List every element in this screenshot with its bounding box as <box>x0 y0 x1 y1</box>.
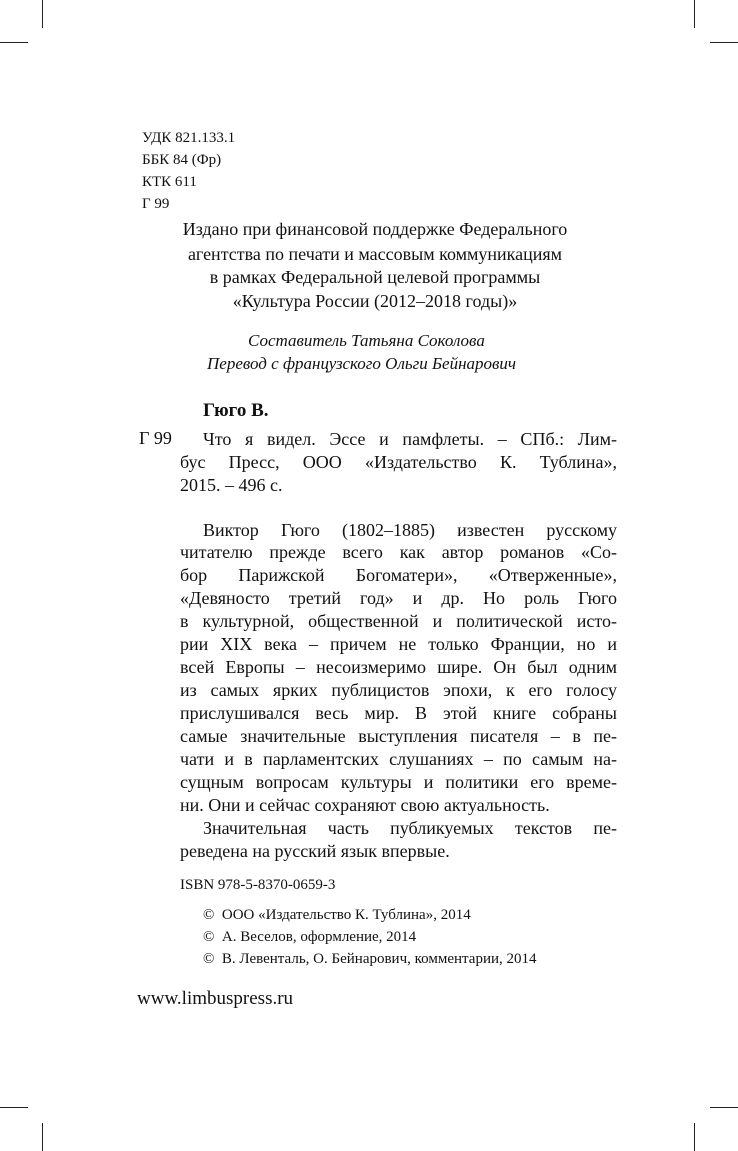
funding-line: «Культура России (2012–2018 годы)» <box>232 291 518 311</box>
annotation-line: реведена на русский язык впервые. <box>180 841 450 861</box>
funding-line: агентства по печати и массовым коммуникациям <box>187 244 563 264</box>
compiler-credit: Составитель Татьяна Соколова <box>248 331 485 350</box>
shelf-code: Г 99 <box>139 428 172 448</box>
annotation-line: Значительная часть публикуемых текстов пе- <box>203 818 617 838</box>
crop-mark <box>710 42 738 43</box>
bibliographic-line: Что я видел. Эссе и памфлеты. – СПб.: Лим- <box>203 429 617 449</box>
annotation-line: «Девяносто третий год» и др. Но роль Гюго <box>180 588 617 608</box>
crop-mark <box>0 42 28 43</box>
funding-line: в рамках Федеральной целевой программы <box>209 267 541 287</box>
annotation-line: всей Европы – несоизмеримо шире. Он был одним <box>180 657 617 677</box>
annotation-line: рии XIX века – причем не только Франции, но и <box>180 634 617 654</box>
isbn: ISBN 978-5-8370-0659-3 <box>180 877 336 893</box>
crop-mark <box>42 0 43 28</box>
udc-code: УДК 821.133.1 <box>142 130 236 146</box>
copyright-line: © В. Левенталь, О. Бейнарович, комментарии, 2014 <box>203 951 537 967</box>
funding-line: Издано при финансовой поддержке Федерального <box>182 219 568 239</box>
crop-mark <box>42 1123 43 1151</box>
annotation-line: прислушивался весь мир. В этой книге собраны <box>180 703 617 723</box>
annotation-line: ни. Они и сейчас сохраняют свою актуальность. <box>180 795 550 815</box>
author-mark: Г 99 <box>142 196 170 212</box>
crop-mark <box>710 1107 738 1108</box>
translator-credit: Перевод с французского Ольги Бейнарович <box>207 354 516 373</box>
annotation-line: бор Парижской Богоматери», «Отверженные», <box>180 565 617 585</box>
annotation-line: самые значительные выступления писателя – в пе- <box>180 726 617 746</box>
crop-mark <box>694 0 695 28</box>
bbk-code: ББК 84 (Фр) <box>142 152 222 168</box>
annotation-line: сущным вопросам культуры и политики его време- <box>180 772 617 792</box>
copyright-line: © ООО «Издательство К. Тублина», 2014 <box>203 907 471 923</box>
annotation-line: читателю прежде всего как автор романов «Со- <box>180 542 617 562</box>
annotation-line: из самых ярких публицистов эпохи, к его голосу <box>180 680 617 700</box>
crop-mark <box>0 1107 28 1108</box>
bibliographic-line: 2015. – 496 с. <box>180 475 283 495</box>
crop-mark <box>694 1123 695 1151</box>
annotation-line: в культурной, общественной и политической исто- <box>180 611 617 631</box>
author-heading: Гюго В. <box>203 400 269 421</box>
annotation-line: чати и в парламентских слушаниях – по самым на- <box>180 749 617 769</box>
annotation-line: Виктор Гюго (1802–1885) известен русскому <box>203 520 617 540</box>
ktk-code: КТК 611 <box>142 174 197 190</box>
website-link[interactable]: www.limbuspress.ru <box>137 988 294 1009</box>
bibliographic-line: бус Пресс, ООО «Издательство К. Тублина», <box>180 452 617 472</box>
copyright-line: © А. Веселов, оформление, 2014 <box>203 929 417 945</box>
